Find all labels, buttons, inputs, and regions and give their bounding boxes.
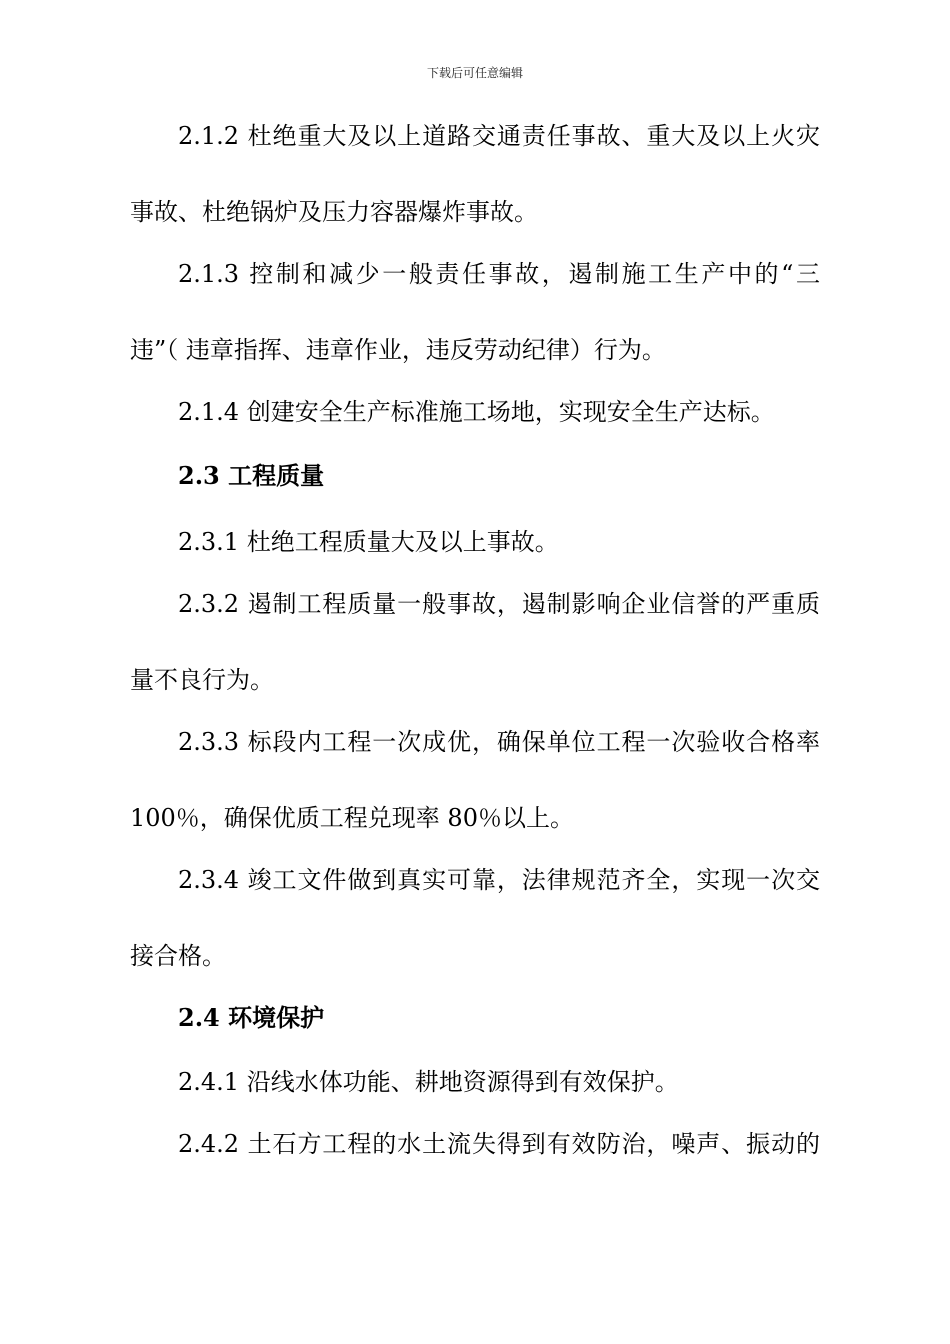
section-heading: 2.4 环境保护 [178, 1003, 325, 1032]
paragraph-line: 2.3.1 杜绝工程质量大及以上事故。 [178, 528, 559, 556]
paragraph-line: 2.1.3 控制和减少一般责任事故，遏制施工生产中的“三 [178, 260, 820, 288]
paragraph-line: 2.4.1 沿线水体功能、耕地资源得到有效保护。 [178, 1068, 679, 1096]
paragraph-line: 事故、杜绝锅炉及压力容器爆炸事故。 [130, 198, 538, 226]
page-header: 下载后可任意编辑 [426, 66, 523, 80]
paragraph-line: 2.3.4 竣工文件做到真实可靠，法律规范齐全，实现一次交 [178, 866, 820, 894]
paragraph-line: 2.3.3 标段内工程一次成优，确保单位工程一次验收合格率 [178, 728, 820, 756]
section-heading: 2.3 工程质量 [178, 461, 325, 490]
paragraph-line: 量不良行为。 [130, 666, 274, 694]
paragraph-line: 接合格。 [130, 942, 226, 970]
paragraph-line: 2.1.2 杜绝重大及以上道路交通责任事故、重大及以上火灾 [178, 122, 820, 150]
paragraph-line: 2.4.2 土石方工程的水土流失得到有效防治，噪声、振动的 [178, 1130, 820, 1158]
paragraph-line: 2.1.4 创建安全生产标准施工场地，实现安全生产达标。 [178, 398, 775, 426]
paragraph-line: 2.3.2 遏制工程质量一般事故，遏制影响企业信誉的严重质 [178, 590, 820, 618]
paragraph-line: 100％，确保优质工程兑现率 80％以上。 [130, 804, 574, 832]
paragraph-line: 违”（ 违章指挥、违章作业，违反劳动纪律）行为。 [130, 336, 666, 364]
